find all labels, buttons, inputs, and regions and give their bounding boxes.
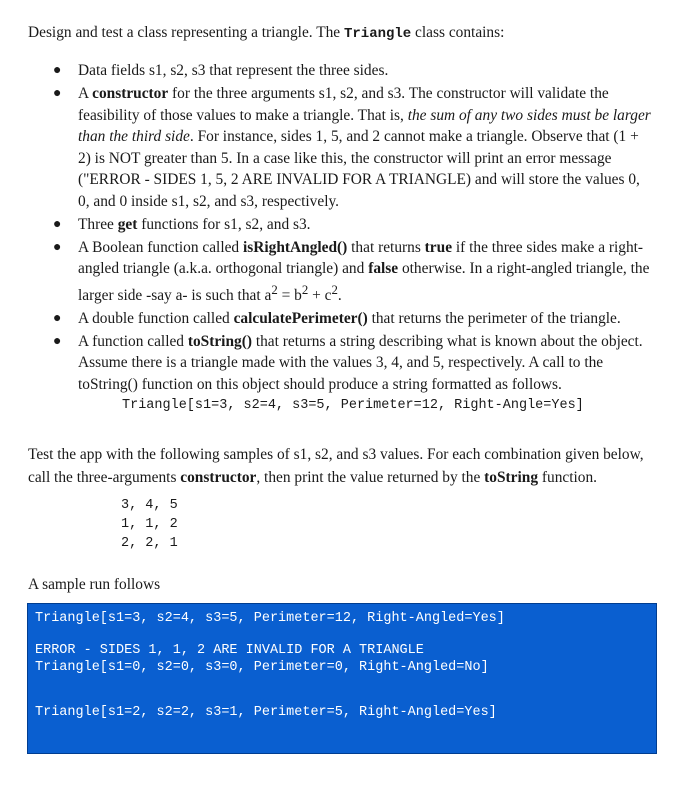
- sample-row: 2, 2, 1: [121, 536, 178, 551]
- sample-row: 1, 1, 2: [121, 517, 178, 532]
- console-line: Triangle[s1=2, s2=2, s3=1, Perimeter=5, Right-Angled=Yes]: [35, 705, 497, 720]
- tostring-example-code: Triangle[s1=3, s2=4, s3=5, Perimeter=12, Right-Angle=Yes]: [122, 398, 584, 414]
- console-line: ERROR - SIDES 1, 1, 2 ARE INVALID FOR A TRIANGLE: [35, 643, 424, 658]
- bullet-icon: ●: [53, 310, 62, 326]
- requirements-list: [0, 60, 680, 418]
- bullet-icon: ●: [53, 63, 62, 78]
- console-line: Triangle[s1=3, s2=4, s3=5, Perimeter=12, Right-Angled=Yes]: [35, 611, 505, 626]
- bullet-icon: ●: [53, 86, 62, 101]
- console-line: Triangle[s1=0, s2=0, s3=0, Perimeter=0, Right-Angled=No]: [35, 660, 489, 675]
- sample-run-label: A sample run follows: [28, 576, 161, 593]
- list-item-to-string: ● A function called toString() that returns a string describing what is known about the object. Assume there is a triangle made with the values 3, 4, and 5, respectively. A call to the toString() function on this object should produce a string formatted as follows. Triangle[s1=3, s2=4, s3=5, Perimeter=12, Right-Angle=Yes]: [0, 331, 653, 417]
- list-item-constructor: ● A constructor for the three arguments s1, s2, and s3. The constructor will validate the feasibility of those values to make a triangle. That is, the sum of any two sides must be larger than the third side. For instance, sides 1, 5, and 2 cannot make a triangle. Observe that (1 + 2) is NOT greater than 5. In a case like this, the constructor will print an error message ("ERROR - SIDES 1, 5, 2 ARE INVALID FOR A TRIANGLE) and will store the values 0, 0, and 0 inside s1, s2, and s3, respectively.: [53, 85, 651, 210]
- list-item-getters: ● Three get functions for s1, s2, and s3.: [0, 214, 653, 236]
- list-item-data-fields: ● Data fields s1, s2, s3 that represent the three sides.: [0, 60, 653, 82]
- sample-row: 3, 4, 5: [121, 498, 178, 513]
- intro-paragraph: Design and test a class representing a triangle. The Triangle class contains:: [28, 24, 505, 42]
- list-item-calculate-perimeter: ● A double function called calculatePerimeter() that returns the perimeter of the triangle.: [0, 308, 653, 330]
- sample-values-list: [121, 496, 178, 553]
- bullet-icon: ●: [53, 333, 62, 349]
- class-name-code: Triangle: [343, 26, 412, 42]
- test-instructions-paragraph: Test the app with the following samples of s1, s2, and s3 values. For each combination given below, call the three-arguments constructor, then print the value returned by the toString function.: [28, 446, 644, 486]
- bullet-icon: ●: [53, 239, 62, 255]
- list-item-is-right-angled: ● A Boolean function called isRightAngled() that returns true if the three sides make a right-angled triangle (a.k.a. orthogonal triangle) and false otherwise. In a right-angled triangle, the larger side -say a- is such that $a^2 = b^2 + c^2$.: [53, 238, 650, 304]
- bullet-icon: ●: [53, 216, 62, 232]
- console-output: [27, 603, 657, 754]
